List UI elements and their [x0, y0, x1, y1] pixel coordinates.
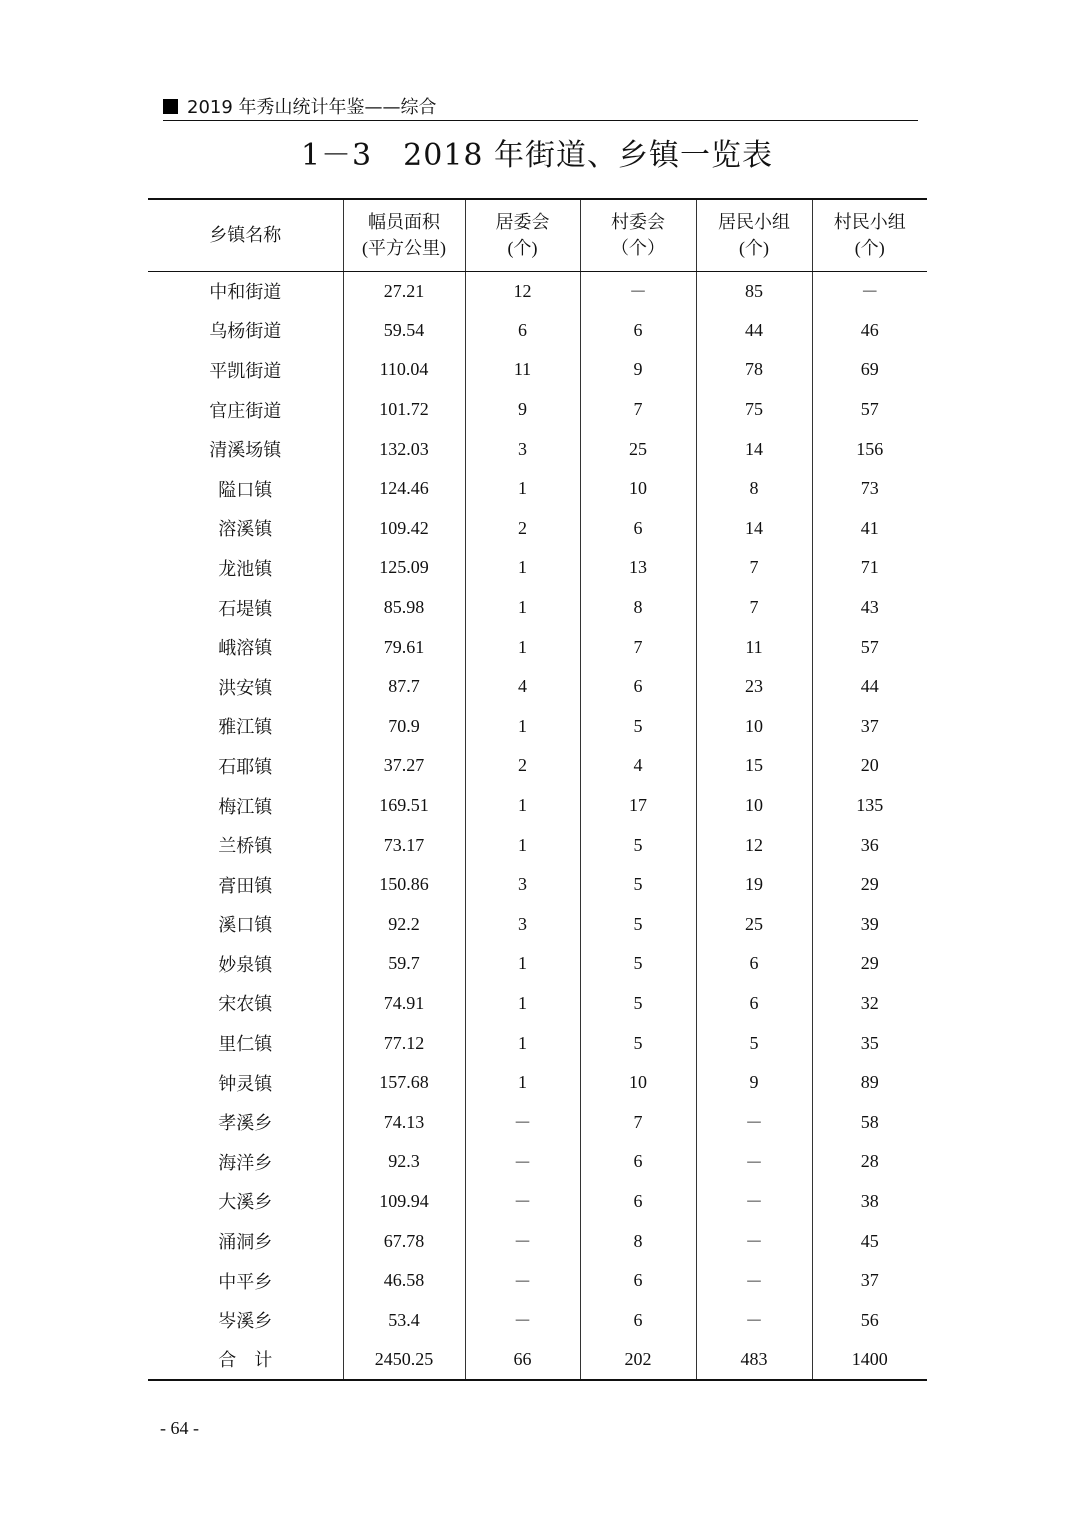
cell-township-name: 孝溪乡: [218, 1113, 273, 1135]
township-table: [148, 198, 927, 1381]
running-head-text: 2019 年秀山统计年鉴——综合: [187, 97, 437, 118]
table-cell: 1: [465, 1023, 580, 1063]
table-cell: 28: [812, 1142, 927, 1182]
table-row: [148, 627, 927, 667]
table-cell: 132.03: [343, 429, 465, 469]
table-cell: 125.09: [343, 548, 465, 588]
table-cell: 43: [812, 588, 927, 628]
table-cell: 135: [812, 786, 927, 826]
table-cell: 38: [812, 1182, 927, 1222]
table-cell: 6: [580, 1182, 696, 1222]
table-row: [148, 825, 927, 865]
table-cell: 23: [696, 667, 812, 707]
table-cell: 32: [812, 984, 927, 1024]
table-cell: －: [696, 1261, 812, 1301]
header-villagers-groups: 村民小组 (个): [812, 199, 927, 271]
cell-township-name: 妙泉镇: [218, 954, 273, 976]
table-row: [148, 984, 927, 1024]
table-cell: －: [696, 1300, 812, 1340]
table-cell: －: [812, 271, 927, 311]
table-row: [148, 1182, 927, 1222]
cell-township-name: 隘口镇: [218, 479, 273, 501]
table-row: [148, 1261, 927, 1301]
cell-township-name: 中平乡: [218, 1271, 273, 1293]
cell-township-name: 钟灵镇: [218, 1073, 273, 1095]
cell-township-name: 膏田镇: [218, 875, 273, 897]
table-cell: 13: [580, 548, 696, 588]
cell-township-name: 中和街道: [209, 282, 282, 304]
table-cell: 69: [812, 350, 927, 390]
table-row: [148, 350, 927, 390]
table-cell: 8: [696, 469, 812, 509]
table-cell: －: [465, 1261, 580, 1301]
page-number: - 64 -: [160, 1418, 199, 1438]
table-cell: 1400: [812, 1340, 927, 1380]
table-cell: 5: [580, 707, 696, 747]
header-area: 幅员面积 (平方公里): [343, 199, 465, 271]
header-village-committees: 村委会 （个）: [580, 199, 696, 271]
cell-township-name: 平凯街道: [209, 360, 282, 382]
table-cell: －: [696, 1182, 812, 1222]
table-row: [148, 1102, 927, 1142]
table-cell: 67.78: [343, 1221, 465, 1261]
table-cell: －: [465, 1221, 580, 1261]
table-cell: 15: [696, 746, 812, 786]
table-cell: 1: [465, 984, 580, 1024]
table-cell: 46: [812, 311, 927, 351]
table-cell: 8: [580, 1221, 696, 1261]
table-cell: 1: [465, 548, 580, 588]
table-cell: 92.2: [343, 905, 465, 945]
cell-township-name: 乌杨街道: [209, 321, 282, 343]
table-cell: 45: [812, 1221, 927, 1261]
table-row: [148, 311, 927, 351]
table-cell: 41: [812, 509, 927, 549]
table-row: [148, 707, 927, 747]
table-cell: 6: [580, 311, 696, 351]
table-cell: 1: [465, 786, 580, 826]
table-row: [148, 1300, 927, 1340]
table-cell: 9: [696, 1063, 812, 1103]
table-cell: 5: [696, 1023, 812, 1063]
table-cell: 29: [812, 944, 927, 984]
table-cell: 58: [812, 1102, 927, 1142]
table-cell: 9: [465, 390, 580, 430]
cell-township-name: 峨溶镇: [218, 638, 273, 660]
cell-township-name: 宋农镇: [218, 994, 273, 1016]
table-cell: －: [465, 1142, 580, 1182]
cell-township-name: 里仁镇: [218, 1034, 273, 1056]
table-row: [148, 548, 927, 588]
table-cell: 5: [580, 905, 696, 945]
table-row: [148, 429, 927, 469]
table-row: [148, 1063, 927, 1103]
table-cell: 109.42: [343, 509, 465, 549]
table-cell: 37.27: [343, 746, 465, 786]
table-cell: 4: [580, 746, 696, 786]
cell-township-name: 清溪场镇: [209, 440, 282, 462]
table-cell: 1: [465, 1063, 580, 1103]
cell-township-name: 溪口镇: [218, 915, 273, 937]
table-cell: 27.21: [343, 271, 465, 311]
cell-township-name: 岑溪乡: [218, 1311, 273, 1333]
cell-township-name: 龙池镇: [218, 558, 273, 580]
table-cell: 66: [465, 1340, 580, 1380]
table-cell: 37: [812, 707, 927, 747]
table-cell: 1: [465, 588, 580, 628]
table-cell: 57: [812, 390, 927, 430]
table-cell: 74.91: [343, 984, 465, 1024]
table-cell: 2: [465, 509, 580, 549]
table-cell: 150.86: [343, 865, 465, 905]
table-cell: 25: [696, 905, 812, 945]
table-cell: 29: [812, 865, 927, 905]
table-cell: 4: [465, 667, 580, 707]
cell-township-name: 洪安镇: [218, 677, 273, 699]
table-cell: 5: [580, 825, 696, 865]
table-cell: 6: [580, 509, 696, 549]
table-cell: 124.46: [343, 469, 465, 509]
table-cell: 53.4: [343, 1300, 465, 1340]
table-cell: 10: [696, 707, 812, 747]
cell-township-name: 涌洞乡: [218, 1232, 273, 1254]
table-row: [148, 944, 927, 984]
table-cell: 109.94: [343, 1182, 465, 1222]
table-row: [148, 469, 927, 509]
table-cell: 46.58: [343, 1261, 465, 1301]
table-cell: －: [696, 1102, 812, 1142]
table-row: [148, 667, 927, 707]
table-cell: 3: [465, 429, 580, 469]
table-cell: 85.98: [343, 588, 465, 628]
table-row: [148, 786, 927, 826]
table-cell: 36: [812, 825, 927, 865]
table-cell: 89: [812, 1063, 927, 1103]
table-cell: 79.61: [343, 627, 465, 667]
table-cell: 3: [465, 865, 580, 905]
cell-township-name: 海洋乡: [218, 1152, 273, 1174]
cell-township-name: 兰桥镇: [218, 836, 273, 858]
table-cell: 7: [696, 548, 812, 588]
table-cell: 44: [696, 311, 812, 351]
table-cell: 6: [580, 1300, 696, 1340]
header-residents-committees: 居委会 (个): [465, 199, 580, 271]
table-row: [148, 865, 927, 905]
table-cell: 7: [580, 627, 696, 667]
table-cell: 7: [580, 1102, 696, 1142]
table-row: [148, 271, 927, 311]
table-cell: －: [465, 1182, 580, 1222]
table-cell: 2: [465, 746, 580, 786]
table-cell: 3: [465, 905, 580, 945]
table-cell: 5: [580, 1023, 696, 1063]
table-cell: 44: [812, 667, 927, 707]
table-cell: 6: [696, 984, 812, 1024]
table-cell: －: [696, 1221, 812, 1261]
cell-township-name: 官庄街道: [209, 400, 282, 422]
table-cell: 59.54: [343, 311, 465, 351]
table-cell: 157.68: [343, 1063, 465, 1103]
table-cell: 11: [465, 350, 580, 390]
table-cell: 1: [465, 825, 580, 865]
table-cell: 77.12: [343, 1023, 465, 1063]
table-cell: 14: [696, 509, 812, 549]
table-cell: 7: [696, 588, 812, 628]
table-cell: 12: [465, 271, 580, 311]
table-cell: 37: [812, 1261, 927, 1301]
table-header-row: [148, 199, 927, 271]
table-cell: 92.3: [343, 1142, 465, 1182]
table-cell: 5: [580, 984, 696, 1024]
table-cell: －: [465, 1300, 580, 1340]
table-cell: 8: [580, 588, 696, 628]
table-row: [148, 1142, 927, 1182]
table-cell: 6: [580, 667, 696, 707]
table-cell: 1: [465, 469, 580, 509]
cell-township-name: 合 计: [148, 1340, 343, 1380]
table-cell: 110.04: [343, 350, 465, 390]
table-cell: 202: [580, 1340, 696, 1380]
table-cell: 11: [696, 627, 812, 667]
table-cell: 1: [465, 627, 580, 667]
table-row: [148, 509, 927, 549]
table-cell: 70.9: [343, 707, 465, 747]
table-cell: 483: [696, 1340, 812, 1380]
cell-township-name: 大溪乡: [218, 1192, 273, 1214]
table-cell: 57: [812, 627, 927, 667]
table-cell: 35: [812, 1023, 927, 1063]
table-cell: 39: [812, 905, 927, 945]
table-cell: －: [696, 1142, 812, 1182]
cell-township-name: 石耶镇: [218, 756, 273, 778]
table-cell: 14: [696, 429, 812, 469]
table-row: [148, 588, 927, 628]
table-cell: 75: [696, 390, 812, 430]
table-cell: 9: [580, 350, 696, 390]
table-row: [148, 746, 927, 786]
table-cell: 1: [465, 707, 580, 747]
table-cell: 59.7: [343, 944, 465, 984]
table-cell: 19: [696, 865, 812, 905]
table-cell: 7: [580, 390, 696, 430]
header-square-icon: [163, 99, 178, 114]
table-row: [148, 390, 927, 430]
cell-township-name: 溶溪镇: [218, 519, 273, 541]
table-cell: 6: [580, 1142, 696, 1182]
table-cell: 20: [812, 746, 927, 786]
table-cell: 73.17: [343, 825, 465, 865]
table-cell: 74.13: [343, 1102, 465, 1142]
table-row: [148, 1221, 927, 1261]
table-cell: 169.51: [343, 786, 465, 826]
header-township-name: 乡镇名称: [148, 199, 343, 271]
table-cell: 2450.25: [343, 1340, 465, 1380]
table-cell: 56: [812, 1300, 927, 1340]
table-cell: 25: [580, 429, 696, 469]
table-row: [148, 1023, 927, 1063]
running-head: [163, 92, 918, 121]
table-cell: 12: [696, 825, 812, 865]
table-cell: 10: [580, 469, 696, 509]
table-cell: 5: [580, 865, 696, 905]
table-cell: 85: [696, 271, 812, 311]
table-cell: 6: [465, 311, 580, 351]
table-cell: 156: [812, 429, 927, 469]
cell-township-name: 石堤镇: [218, 598, 273, 620]
table-cell: 17: [580, 786, 696, 826]
table-total-row: [148, 1340, 927, 1380]
table-cell: 5: [580, 944, 696, 984]
page-title: 1－3 2018 年街道、乡镇一览表: [300, 138, 774, 173]
cell-township-name: 梅江镇: [218, 796, 273, 818]
header-residents-groups: 居民小组 (个): [696, 199, 812, 271]
table-cell: －: [580, 271, 696, 311]
table-cell: 101.72: [343, 390, 465, 430]
table-cell: 73: [812, 469, 927, 509]
table-cell: 6: [580, 1261, 696, 1301]
table-cell: 87.7: [343, 667, 465, 707]
table-cell: 6: [696, 944, 812, 984]
table-cell: 10: [580, 1063, 696, 1103]
table-cell: 71: [812, 548, 927, 588]
table-cell: 10: [696, 786, 812, 826]
table-cell: 1: [465, 944, 580, 984]
cell-township-name: 雅江镇: [218, 717, 273, 739]
table-row: [148, 905, 927, 945]
table-cell: －: [465, 1102, 580, 1142]
table-cell: 78: [696, 350, 812, 390]
